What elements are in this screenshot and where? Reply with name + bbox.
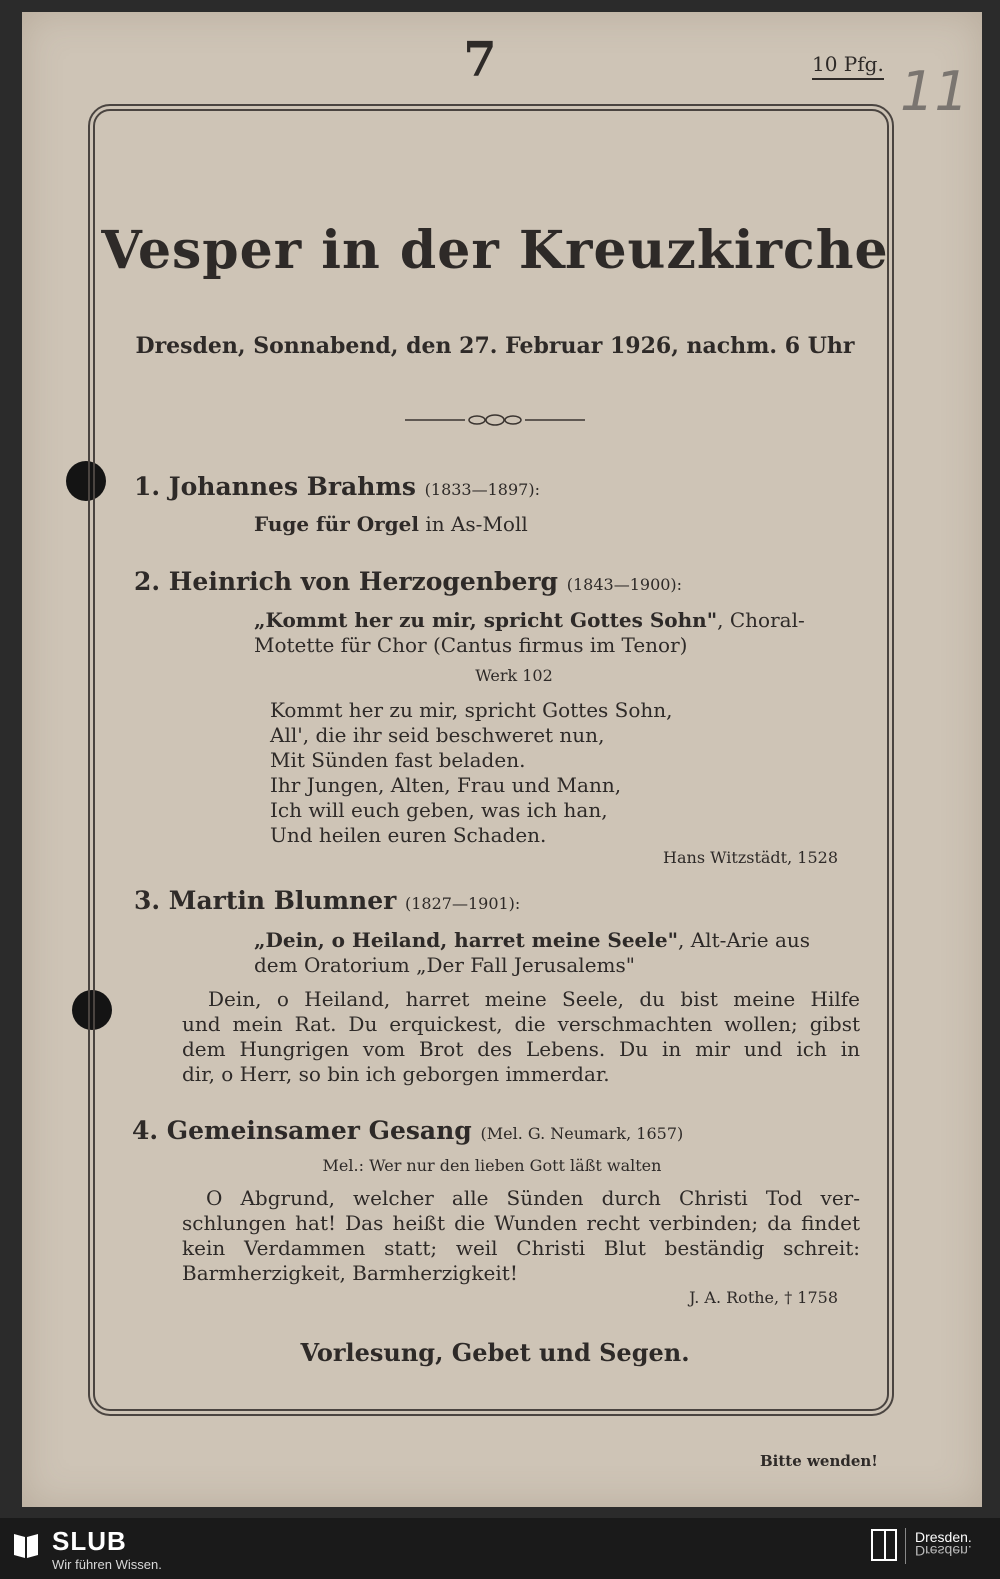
- item-4-melody: Mel.: Wer nur den lieben Gott läßt walten: [322, 1156, 662, 1175]
- sheet-number: 7: [463, 32, 497, 88]
- dresden-crest-icon: [871, 1529, 897, 1561]
- footer-divider: [905, 1528, 906, 1564]
- item-2-opus: Werk 102: [475, 666, 553, 685]
- library-tagline: Wir führen Wissen.: [52, 1557, 162, 1572]
- item-2-attribution: Hans Witzstädt, 1528: [663, 848, 838, 867]
- verse-line: All', die ihr seid beschweret nun,: [270, 723, 605, 747]
- handwritten-number: 11: [900, 60, 969, 123]
- dresden-logo[interactable]: Dresden. Dresden.: [915, 1529, 972, 1559]
- slub-book-icon: [12, 1530, 40, 1560]
- item-3-work: „Dein, o Heiland, harret meine Seele", Alt-Arie aus dem Oratorium „Der Fall Jerusalems": [254, 928, 811, 977]
- verse-line: Mit Sünden fast beladen.: [270, 748, 526, 772]
- verse-line: Kommt her zu mir, spricht Gottes Sohn,: [270, 698, 673, 722]
- ornament-divider-icon: [405, 410, 585, 430]
- price-label: 10 Pfg.: [812, 52, 884, 80]
- item-2-work: „Kommt her zu mir, spricht Gottes Sohn", Choral- Motette für Chor (Cantus firmus im Tenor): [254, 608, 805, 657]
- item-4-title: 4. Gemeinsamer Gesang (Mel. G. Neumark, 1657): [132, 1116, 684, 1145]
- item-3-text: Dein, o Heiland, harret meine Seele, du bist meine Hilfe und mein Rat. Du erquickest, die verschmachten wollen; gibst dem Hungrigen vom Brot des Lebens. Du in mir und ich in dir, o Herr, so bin ich geborgen immerdar.: [182, 987, 860, 1086]
- item-1-work: Fuge für Orgel in As-Moll: [254, 512, 528, 536]
- item-3-composer: 3. Martin Blumner (1827—1901):: [134, 886, 521, 915]
- library-logo[interactable]: SLUB: [52, 1526, 127, 1556]
- footer-bar: [0, 1518, 1000, 1579]
- verse-line: Ihr Jungen, Alten, Frau und Mann,: [270, 773, 622, 797]
- item-2-verse: [270, 698, 673, 848]
- item-2-composer: 2. Heinrich von Herzogenberg (1843—1900):: [134, 567, 683, 596]
- event-date: Dresden, Sonnabend, den 27. Februar 1926, nachm. 6 Uhr: [135, 333, 855, 359]
- page-title: Vesper in der Kreuzkirche: [101, 220, 889, 281]
- item-4-attribution: J. A. Rothe, † 1758: [689, 1288, 838, 1307]
- item-1-composer: 1. Johannes Brahms (1833—1897):: [134, 472, 540, 501]
- verse-line: Und heilen euren Schaden.: [270, 823, 547, 847]
- closing-line: Vorlesung, Gebet und Segen.: [300, 1338, 690, 1367]
- item-4-text: O Abgrund, welcher alle Sünden durch Christi Tod ver- schlungen hat! Das heißt die Wunden recht verbinden; da findet kein Verdammen statt; weil Christi Blut beständig schreit: Barmherzigkeit, Barmherzigkeit!: [182, 1186, 860, 1285]
- turn-over-note: Bitte wenden!: [760, 1452, 878, 1470]
- verse-line: Ich will euch geben, was ich han,: [270, 798, 608, 822]
